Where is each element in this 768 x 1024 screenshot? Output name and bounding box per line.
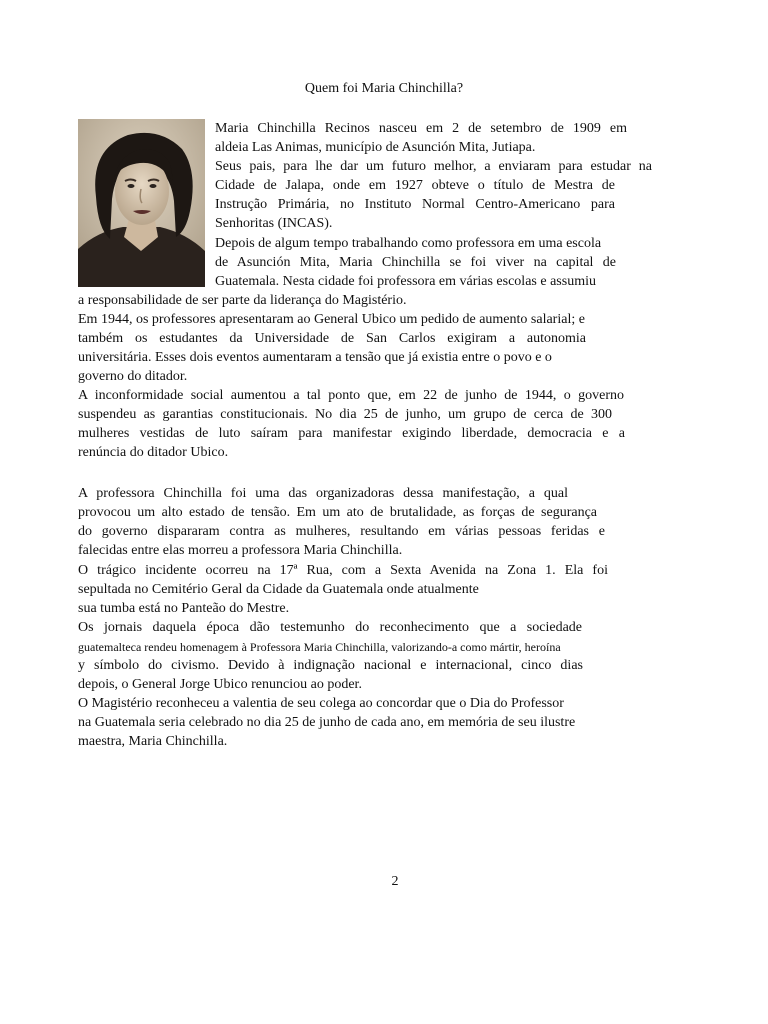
page-number: 2 bbox=[391, 874, 399, 889]
text-line: Maria Chinchilla Recinos nasceu em 2 de setembro de 1909 em bbox=[215, 121, 627, 136]
text-line: provocou um alto estado de tensão. Em um ato de brutalidade, as forças de segurança bbox=[78, 505, 597, 520]
text-line: aldeia Las Animas, município de Asunción Mita, Jutiapa. bbox=[215, 140, 536, 155]
text-line: A professora Chinchilla foi uma das organizadoras dessa manifestação, a qual bbox=[78, 486, 568, 501]
text-line: na Guatemala seria celebrado no dia 25 de junho de cada ano, em memória de seu ilustre bbox=[78, 715, 576, 730]
text-line: A inconformidade social aumentou a tal ponto que, em 22 de junho de 1944, o governo bbox=[78, 388, 624, 403]
text-line: suspendeu as garantias constitucionais. No dia 25 de junho, um grupo de cerca de 300 bbox=[78, 407, 612, 422]
text-line: falecidas entre elas morreu a professora Maria Chinchilla. bbox=[78, 543, 403, 558]
text-line: maestra, Maria Chinchilla. bbox=[78, 734, 228, 749]
text-line: universitária. Esses dois eventos aumentaram a tensão que já existia entre o povo e o bbox=[78, 350, 552, 365]
text-line: Em 1944, os professores apresentaram ao General Ubico um pedido de aumento salarial; e bbox=[78, 312, 585, 327]
text-line: depois, o General Jorge Ubico renunciou ao poder. bbox=[78, 677, 362, 692]
text-line: O Magistério reconheceu a valentia de seu colega ao concordar que o Dia do Professor bbox=[78, 696, 564, 711]
text-line: Depois de algum tempo trabalhando como professora em uma escola bbox=[215, 236, 602, 251]
text-line: governo do ditador. bbox=[78, 369, 188, 384]
text-line: O trágico incidente ocorreu na 17ª Rua, com a Sexta Avenida na Zona 1. Ela foi bbox=[78, 563, 608, 578]
text-line: Os jornais daquela época dão testemunho do reconhecimento que a sociedade bbox=[78, 620, 582, 635]
text-line: renúncia do ditador Ubico. bbox=[78, 445, 229, 460]
text-line: y símbolo do civismo. Devido à indignação nacional e internacional, cinco dias bbox=[78, 658, 583, 673]
text-line: mulheres vestidas de luto saíram para manifestar exigindo liberdade, democracia e a bbox=[78, 426, 625, 441]
page-title: Quem foi Maria Chinchilla? bbox=[304, 81, 464, 96]
text-line: Cidade de Jalapa, onde em 1927 obteve o título de Mestra de bbox=[215, 178, 615, 193]
text-line: Senhoritas (INCAS). bbox=[215, 216, 333, 231]
portrait-photo bbox=[78, 119, 205, 287]
text-line: guatemalteca rendeu homenagem à Professora Maria Chinchilla, valorizando-a como mártir, heroína bbox=[78, 640, 561, 654]
text-line: sua tumba está no Panteão do Mestre. bbox=[78, 601, 290, 616]
text-line: de Asunción Mita, Maria Chinchilla se foi viver na capital de bbox=[215, 255, 616, 270]
text-line: do governo dispararam contra as mulheres, resultando em várias pessoas feridas e bbox=[78, 524, 605, 539]
text-line: sepultada no Cemitério Geral da Cidade da Guatemala onde atualmente bbox=[78, 582, 479, 597]
text-line: Seus pais, para lhe dar um futuro melhor, a enviaram para estudar na bbox=[215, 159, 652, 174]
text-line: Instrução Primária, no Instituto Normal Centro-Americano para bbox=[215, 197, 615, 212]
text-line: a responsabilidade de ser parte da liderança do Magistério. bbox=[78, 293, 407, 308]
text-line: Guatemala. Nesta cidade foi professora em várias escolas e assumiu bbox=[215, 274, 596, 289]
text-line: também os estudantes da Universidade de San Carlos exigiram a autonomia bbox=[78, 331, 586, 346]
